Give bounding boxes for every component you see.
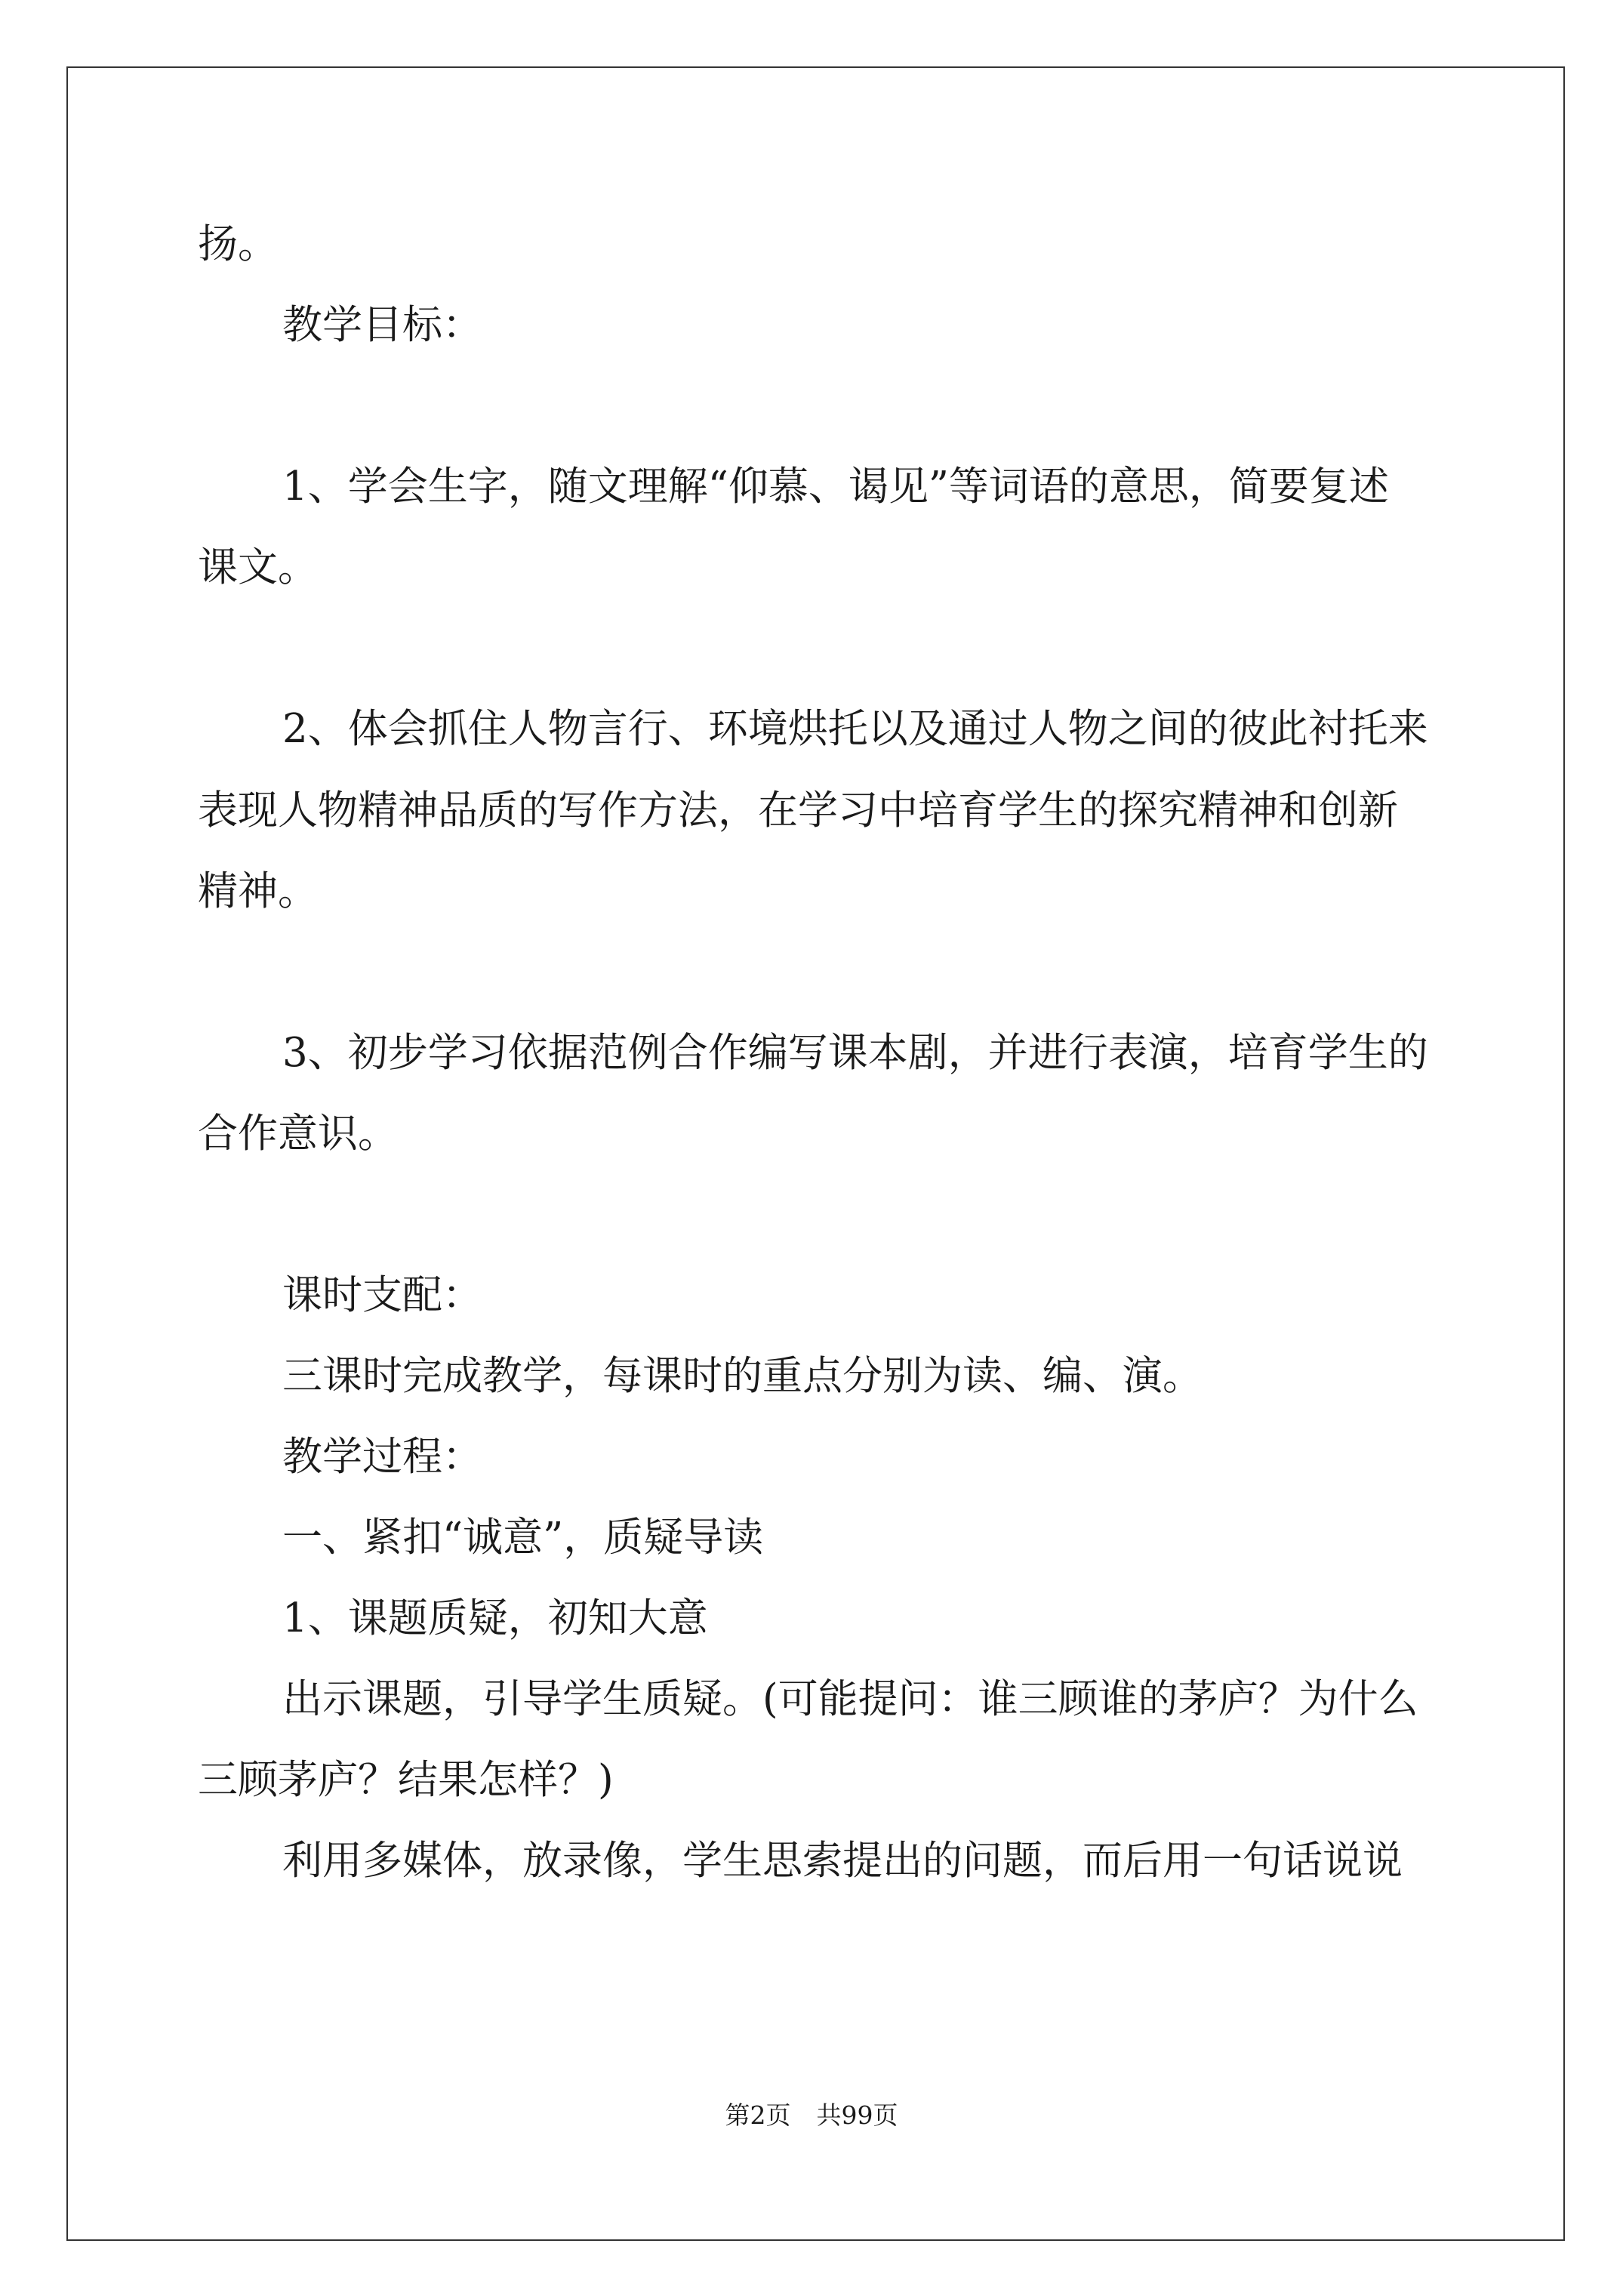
text-line: 1、学会生字，随文理解“仰慕、谒见”等词语的意思，简要复述 [282, 464, 1389, 510]
text-line: 表现人物精神品质的写作方法，在学习中培育学生的探究精神和创新 [198, 787, 1398, 834]
text-line: 三课时完成教学，每课时的重点分别为读、编、演。 [282, 1353, 1203, 1399]
page-number: 第2页 [725, 2100, 791, 2130]
text-line: 三顾茅庐？结果怎样？) [198, 1757, 614, 1803]
text-line: 出示课题，引导学生质疑。(可能提问：谁三顾谁的茅庐？为什么 [282, 1676, 1418, 1722]
text-line: 教学过程： [282, 1434, 482, 1480]
text-line: 利用多媒体，放录像，学生思索提出的问题，而后用一句话说说 [282, 1838, 1403, 1884]
page-footer [0, 2100, 1623, 2131]
text-line: 3、初步学习依据范例合作编写课本剧，并进行表演，培育学生的 [282, 1030, 1428, 1076]
text-line: 合作意识。 [198, 1111, 398, 1157]
text-line: 精神。 [198, 868, 318, 914]
text-line: 2、体会抓住人物言行、环境烘托以及通过人物之间的彼此衬托来 [282, 706, 1428, 752]
text-line: 1、课题质疑，初知大意 [282, 1595, 708, 1641]
text-line: 一、紧扣“诚意”，质疑导读 [282, 1515, 764, 1561]
text-line: 教学目标： [282, 302, 482, 348]
text-line: 课时支配： [282, 1272, 482, 1318]
text-line: 课文。 [198, 544, 318, 590]
text-line: 扬。 [198, 221, 278, 267]
page-total: 共99页 [816, 2100, 898, 2130]
